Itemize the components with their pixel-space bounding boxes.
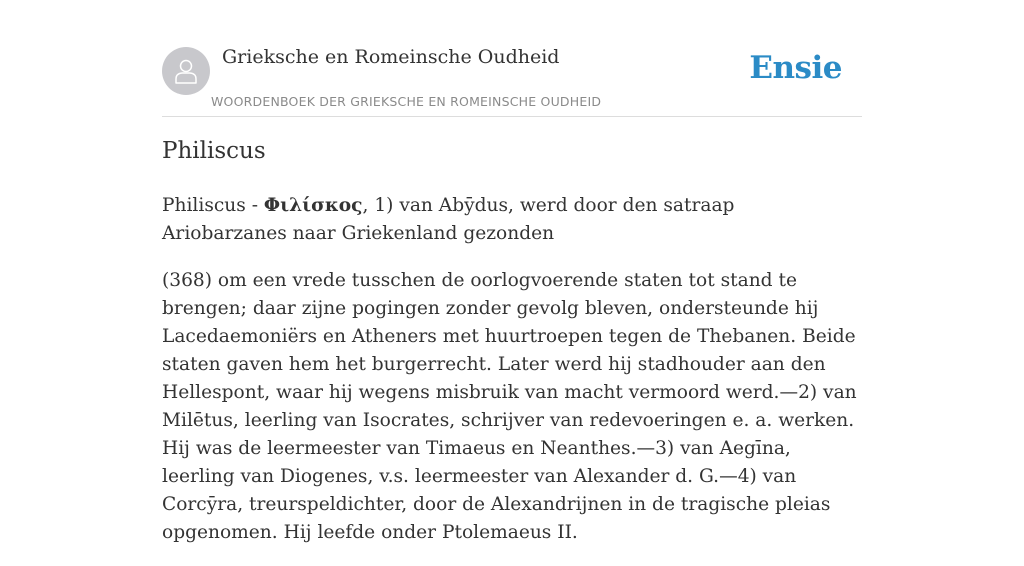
entry-content [162,192,862,566]
entry-paragraph-1 [162,192,862,248]
entry-paragraph-2: (368) om een vrede tusschen de oorlogvoerende staten tot stand te brengen; daar zijne pogingen zonder gevolg bleven, ondersteunde hij Lacedaemoniërs en Atheners met huurtroepen tegen de Thebanen. Beide staten gaven hem het burgerrecht. Later werd hij stadhouder aan den Hellespont, waar hij wegens misbruik van macht vermoord werd.—2) van Milētus, leerling van Isocrates, schrijver van redevoeringen e. a. werken. Hij was de leermeester van Timaeus en Neanthes.—3) van Aegīna, leerling van Diogenes, v.s. leermeester van Alexander d. G.—4) van Corcȳra, treurspeldichter, door de Alexandrijnen in de tragische pleias opgenomen. Hij leefde onder Ptolemaeus II. [162,270,857,543]
source-header [162,40,862,117]
entry-lead: Philiscus - [162,195,264,216]
source-title[interactable]: Grieksche en Romeinsche Oudheid [222,46,560,68]
avatar[interactable] [162,47,210,95]
source-subtitle: WOORDENBOEK DER GRIEKSCHE EN ROMEINSCHE OUDHEID [211,94,602,109]
ensie-logo[interactable]: Ensie [749,50,842,86]
user-icon [171,56,201,86]
greek-term: Φιλίσκος [263,195,363,216]
entry-paragraph-1-text: , 1) van Abȳdus, werd door den satraap Ariobarzanes naar Griekenland gezonden [162,195,735,244]
page-title: Philiscus [162,138,266,164]
